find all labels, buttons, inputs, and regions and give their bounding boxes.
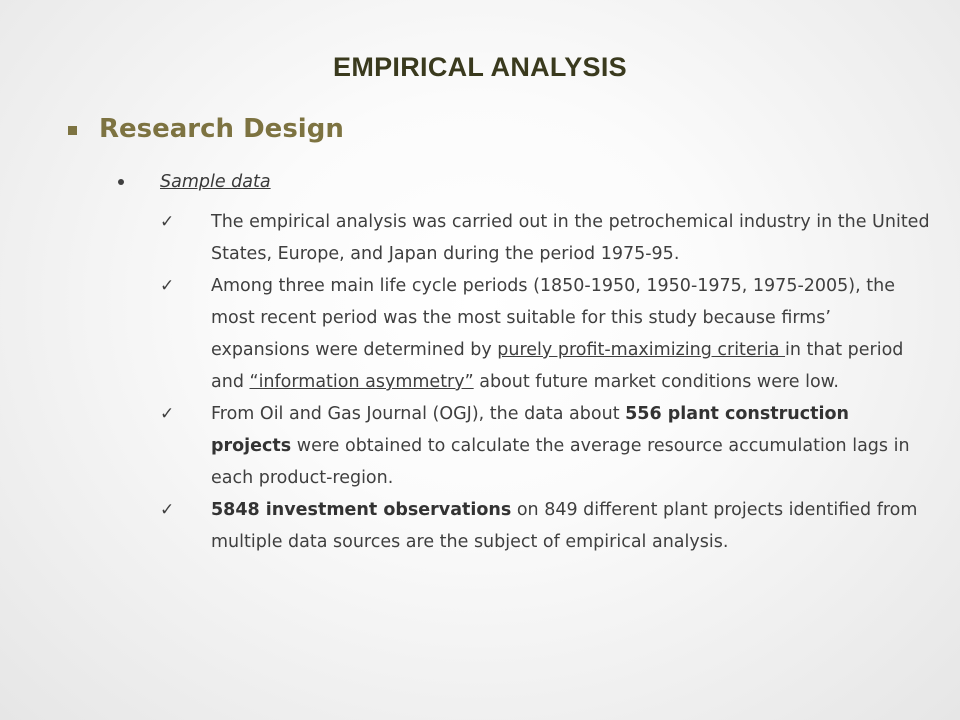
list-item bbox=[160, 270, 930, 398]
item-text: From Oil and Gas Journal (OGJ), the data about bbox=[211, 404, 626, 424]
item-text: The empirical analysis was carried out in the petrochemical industry in the United States, Europe, and Japan during the period 1975-95. bbox=[211, 212, 930, 264]
list-item bbox=[160, 494, 930, 558]
item-text: were obtained to calculate the average resource accumulation lags in each product-region. bbox=[211, 436, 910, 488]
checklist bbox=[160, 206, 930, 558]
checkmark-icon: ✓ bbox=[160, 276, 175, 296]
subsection-heading bbox=[118, 172, 271, 192]
item-text: about future market conditions were low. bbox=[473, 372, 839, 392]
underlined-text: “information asymmetry” bbox=[249, 372, 474, 392]
bold-text: 556 plant construction projects bbox=[211, 404, 849, 456]
item-text: Among three main life cycle periods (1850-1950, 1950-1975, 1975-2005), the most recent period was the most suitable for this study because firms’ expansions were determined by bbox=[211, 276, 895, 360]
underlined-text: purely profit-maximizing criteria bbox=[497, 340, 786, 360]
section-label: Research Design bbox=[99, 114, 344, 144]
checkmark-icon: ✓ bbox=[160, 500, 175, 520]
checkmark-icon: ✓ bbox=[160, 212, 175, 232]
checkmark-icon: ✓ bbox=[160, 404, 175, 424]
item-text: on 849 different plant projects identified from multiple data sources are the subject of empirical analysis. bbox=[211, 500, 918, 552]
round-bullet-icon bbox=[118, 179, 124, 185]
list-item bbox=[160, 398, 930, 494]
subsection-label: Sample data bbox=[160, 172, 271, 192]
section-heading bbox=[68, 114, 344, 144]
square-bullet-icon bbox=[68, 126, 77, 135]
list-item bbox=[160, 206, 930, 270]
bold-text: 5848 investment observations bbox=[211, 500, 512, 520]
item-text: in that period and bbox=[211, 340, 904, 392]
slide-title: EMPIRICAL ANALYSIS bbox=[333, 52, 627, 82]
